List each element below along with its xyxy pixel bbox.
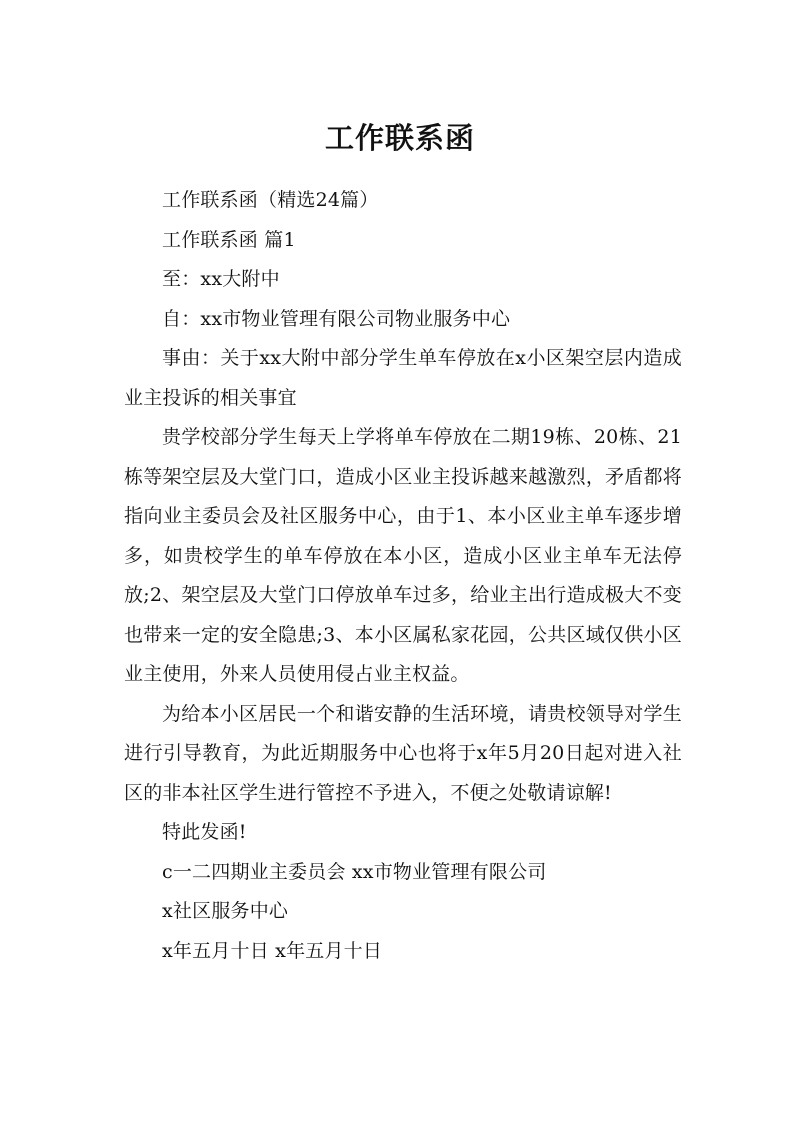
signature-line: x社区服务中心 bbox=[162, 900, 289, 922]
document-body bbox=[124, 181, 682, 971]
signature-line: c一二四期业主委员会 xx市物业管理有限公司 bbox=[162, 860, 547, 883]
sender-line: 自：xx市物业管理有限公司物业服务中心 bbox=[162, 307, 511, 330]
date-line: x年五月十日 x年五月十日 bbox=[162, 939, 383, 962]
document-title: 工作联系函 bbox=[324, 121, 475, 156]
recipient-line: 至：xx大附中 bbox=[162, 268, 280, 290]
subtitle-line: 工作联系函（精选24篇） bbox=[162, 189, 379, 211]
body-paragraph: 贵学校部分学生每天上学将单车停放在二期19栋、20栋、21栋等架空层及大堂门口，造成小区业主投诉越来越激烈，矛盾都将指向业主委员会及社区服务中心，由于1、本小区业主单车逐步增多，如贵校学生的单车停放在本小区，造成小区业主单车无法停放;2、架空层及大堂门口停放单车过多，给业主出行造成极大不变也带来一定的安全隐患;3、本小区属私家花园，公共区域仅供小区业主使用，外来人员使用侵占业主权益。 bbox=[124, 426, 682, 685]
body-paragraph: 为给本小区居民一个和谐安静的生活环境，请贵校领导对学生进行引导教育，为此近期服务中心也将于x年5月20日起对进入社区的非本社区学生进行管控不予进入，不便之处敬请谅解! bbox=[124, 702, 682, 804]
subject-line: 事由：关于xx大附中部分学生单车停放在x小区架空层内造成业主投诉的相关事宜 bbox=[124, 347, 682, 409]
section-heading: 工作联系函 篇1 bbox=[162, 228, 296, 251]
closing-line: 特此发函! bbox=[162, 821, 247, 843]
